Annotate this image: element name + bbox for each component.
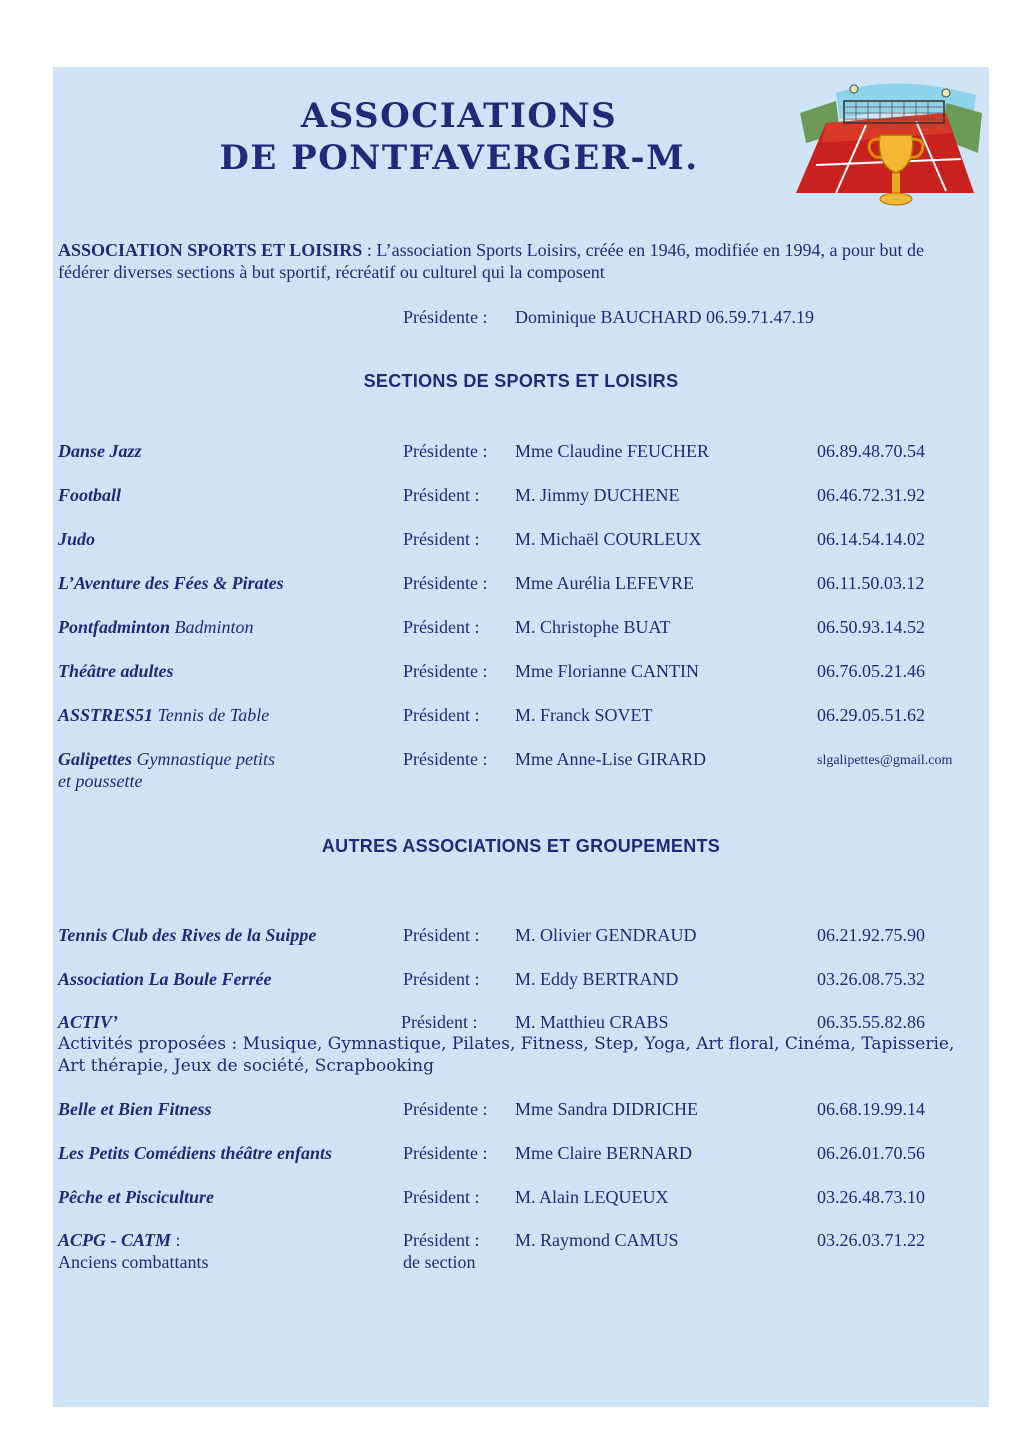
phone-number: 06.68.19.99.14 [817, 1099, 925, 1119]
list-item [53, 1186, 989, 1230]
president-name: Mme Claudine FEUCHER [515, 441, 709, 461]
role-label: Président : [401, 1012, 478, 1032]
phone-number: 03.26.03.71.22 [817, 1230, 925, 1250]
list-item [53, 968, 989, 1012]
president-name: Mme Sandra DIDRICHE [515, 1099, 698, 1119]
list-item [53, 1142, 989, 1186]
list-item [53, 484, 989, 528]
association-name: Association La Boule Ferrée [58, 969, 272, 989]
role-label: Président : [403, 969, 480, 989]
president-name: M. Michaël COURLEUX [515, 529, 702, 549]
association-name: L’Aventure des Fées & Pirates [58, 573, 284, 593]
list-item [53, 924, 989, 968]
role-label: Présidente : [403, 661, 488, 681]
section-other-heading: AUTRES ASSOCIATIONS ET GROUPEMENTS [321, 836, 721, 856]
role-label: Président : [403, 617, 480, 637]
association-subtitle: Anciens combattants [58, 1252, 209, 1272]
association-name: Les Petits Comédiens théâtre enfants [58, 1143, 332, 1163]
association-name: Judo [58, 529, 96, 549]
phone-number: 06.14.54.14.02 [817, 529, 925, 549]
document-panel [53, 67, 989, 1407]
email-address[interactable]: slgalipettes@gmail.com [817, 753, 953, 768]
role-label: Président : [403, 1230, 480, 1250]
phone-number: 03.26.08.75.32 [817, 969, 925, 989]
list-item [53, 660, 989, 704]
role-label: Présidente : [403, 441, 488, 461]
role-label: Présidente : [403, 1143, 488, 1163]
president-name: M. Matthieu CRABS [515, 1012, 669, 1032]
association-activity: Gymnastique petits [132, 749, 275, 769]
association-activity-line2: et poussette [58, 771, 143, 791]
association-name: Danse Jazz [58, 441, 142, 461]
president-name: M. Raymond CAMUS [515, 1230, 679, 1250]
list-item [53, 440, 989, 484]
role-label: Président : [403, 485, 480, 505]
president-name: Mme Claire BERNARD [515, 1143, 692, 1163]
president-name: M. Franck SOVET [515, 705, 653, 725]
intro-text: : L’association Sports Loisirs, créée en 1946, modifiée en 1994, a pour but de fédérer diverses sections à but sportif, récréatif ou culturel qui la composent [58, 240, 925, 282]
list-item [53, 572, 989, 616]
president-name: Mme Florianne CANTIN [515, 661, 699, 681]
section-sports-heading: SECTIONS DE SPORTS ET LOISIRS [363, 371, 679, 391]
association-name: Théâtre adultes [58, 661, 174, 681]
role-label: Président : [403, 529, 480, 549]
association-name: ACPG - CATM [58, 1230, 172, 1250]
intro-paragraph [58, 239, 978, 283]
association-name: ASSTRES51 [58, 705, 154, 725]
president-name: M. Olivier GENDRAUD [515, 925, 697, 945]
tennis-trophy-icon [796, 73, 986, 223]
role-label: Président : [403, 705, 480, 725]
president-name: M. Alain LEQUEUX [515, 1187, 669, 1207]
president-name: M. Christophe BUAT [515, 617, 671, 637]
list-item [53, 1229, 989, 1273]
phone-number: 06.35.55.82.86 [817, 1012, 925, 1032]
list-item [53, 616, 989, 660]
phone-number: 06.76.05.21.46 [817, 661, 925, 681]
main-president-name: Dominique BAUCHARD 06.59.71.47.19 [515, 307, 815, 327]
page-title-line1: ASSOCIATIONS [300, 96, 618, 136]
list-item [53, 528, 989, 572]
association-name: Football [58, 485, 122, 505]
activities-description: Activités proposées : Musique, Gymnastique, Pilates, Fitness, Step, Yoga, Art floral, Cinéma, Tapisserie, Art thérapie, Jeux de société, Scrapbooking [58, 1034, 955, 1076]
list-item [53, 748, 989, 792]
role-label: Président : [403, 925, 480, 945]
association-activity: Tennis de Table [153, 705, 270, 725]
association-name: Galipettes [58, 749, 132, 769]
phone-number: 06.21.92.75.90 [817, 925, 925, 945]
phone-number: 06.89.48.70.54 [817, 441, 925, 461]
president-name: Mme Anne-Lise GIRARD [515, 749, 706, 769]
phone-number: 06.26.01.70.56 [817, 1143, 925, 1163]
association-name: Pontfadminton [58, 617, 171, 637]
phone-number: 06.29.05.51.62 [817, 705, 925, 725]
page-title-line2: DE PONTFAVERGER-M. [219, 138, 699, 178]
intro-org-name: ASSOCIATION SPORTS ET LOISIRS [58, 240, 363, 260]
association-name: ACTIV’ [58, 1012, 119, 1032]
role-label: Président : [403, 1187, 480, 1207]
president-name: M. Eddy BERTRAND [515, 969, 679, 989]
president-name: M. Jimmy DUCHENE [515, 485, 680, 505]
association-name: Belle et Bien Fitness [58, 1099, 212, 1119]
list-item [53, 704, 989, 748]
phone-number: 06.11.50.03.12 [817, 573, 925, 593]
phone-number: 03.26.48.73.10 [817, 1187, 925, 1207]
association-activity: Badminton [170, 617, 254, 637]
role-label: Présidente : [403, 1099, 488, 1119]
role-label-line2: de section [403, 1252, 476, 1272]
role-label: Présidente : [403, 749, 488, 769]
role-label: Présidente : [403, 573, 488, 593]
phone-number: 06.46.72.31.92 [817, 485, 925, 505]
main-president-role: Présidente : [403, 307, 488, 327]
president-name: Mme Aurélia LEFEVRE [515, 573, 694, 593]
association-name: Tennis Club des Rives de la Suippe [58, 925, 317, 945]
association-name-suffix: : [171, 1230, 181, 1250]
phone-number: 06.50.93.14.52 [817, 617, 925, 637]
association-name: Pêche et Pisciculture [58, 1187, 214, 1207]
list-item [53, 1098, 989, 1142]
